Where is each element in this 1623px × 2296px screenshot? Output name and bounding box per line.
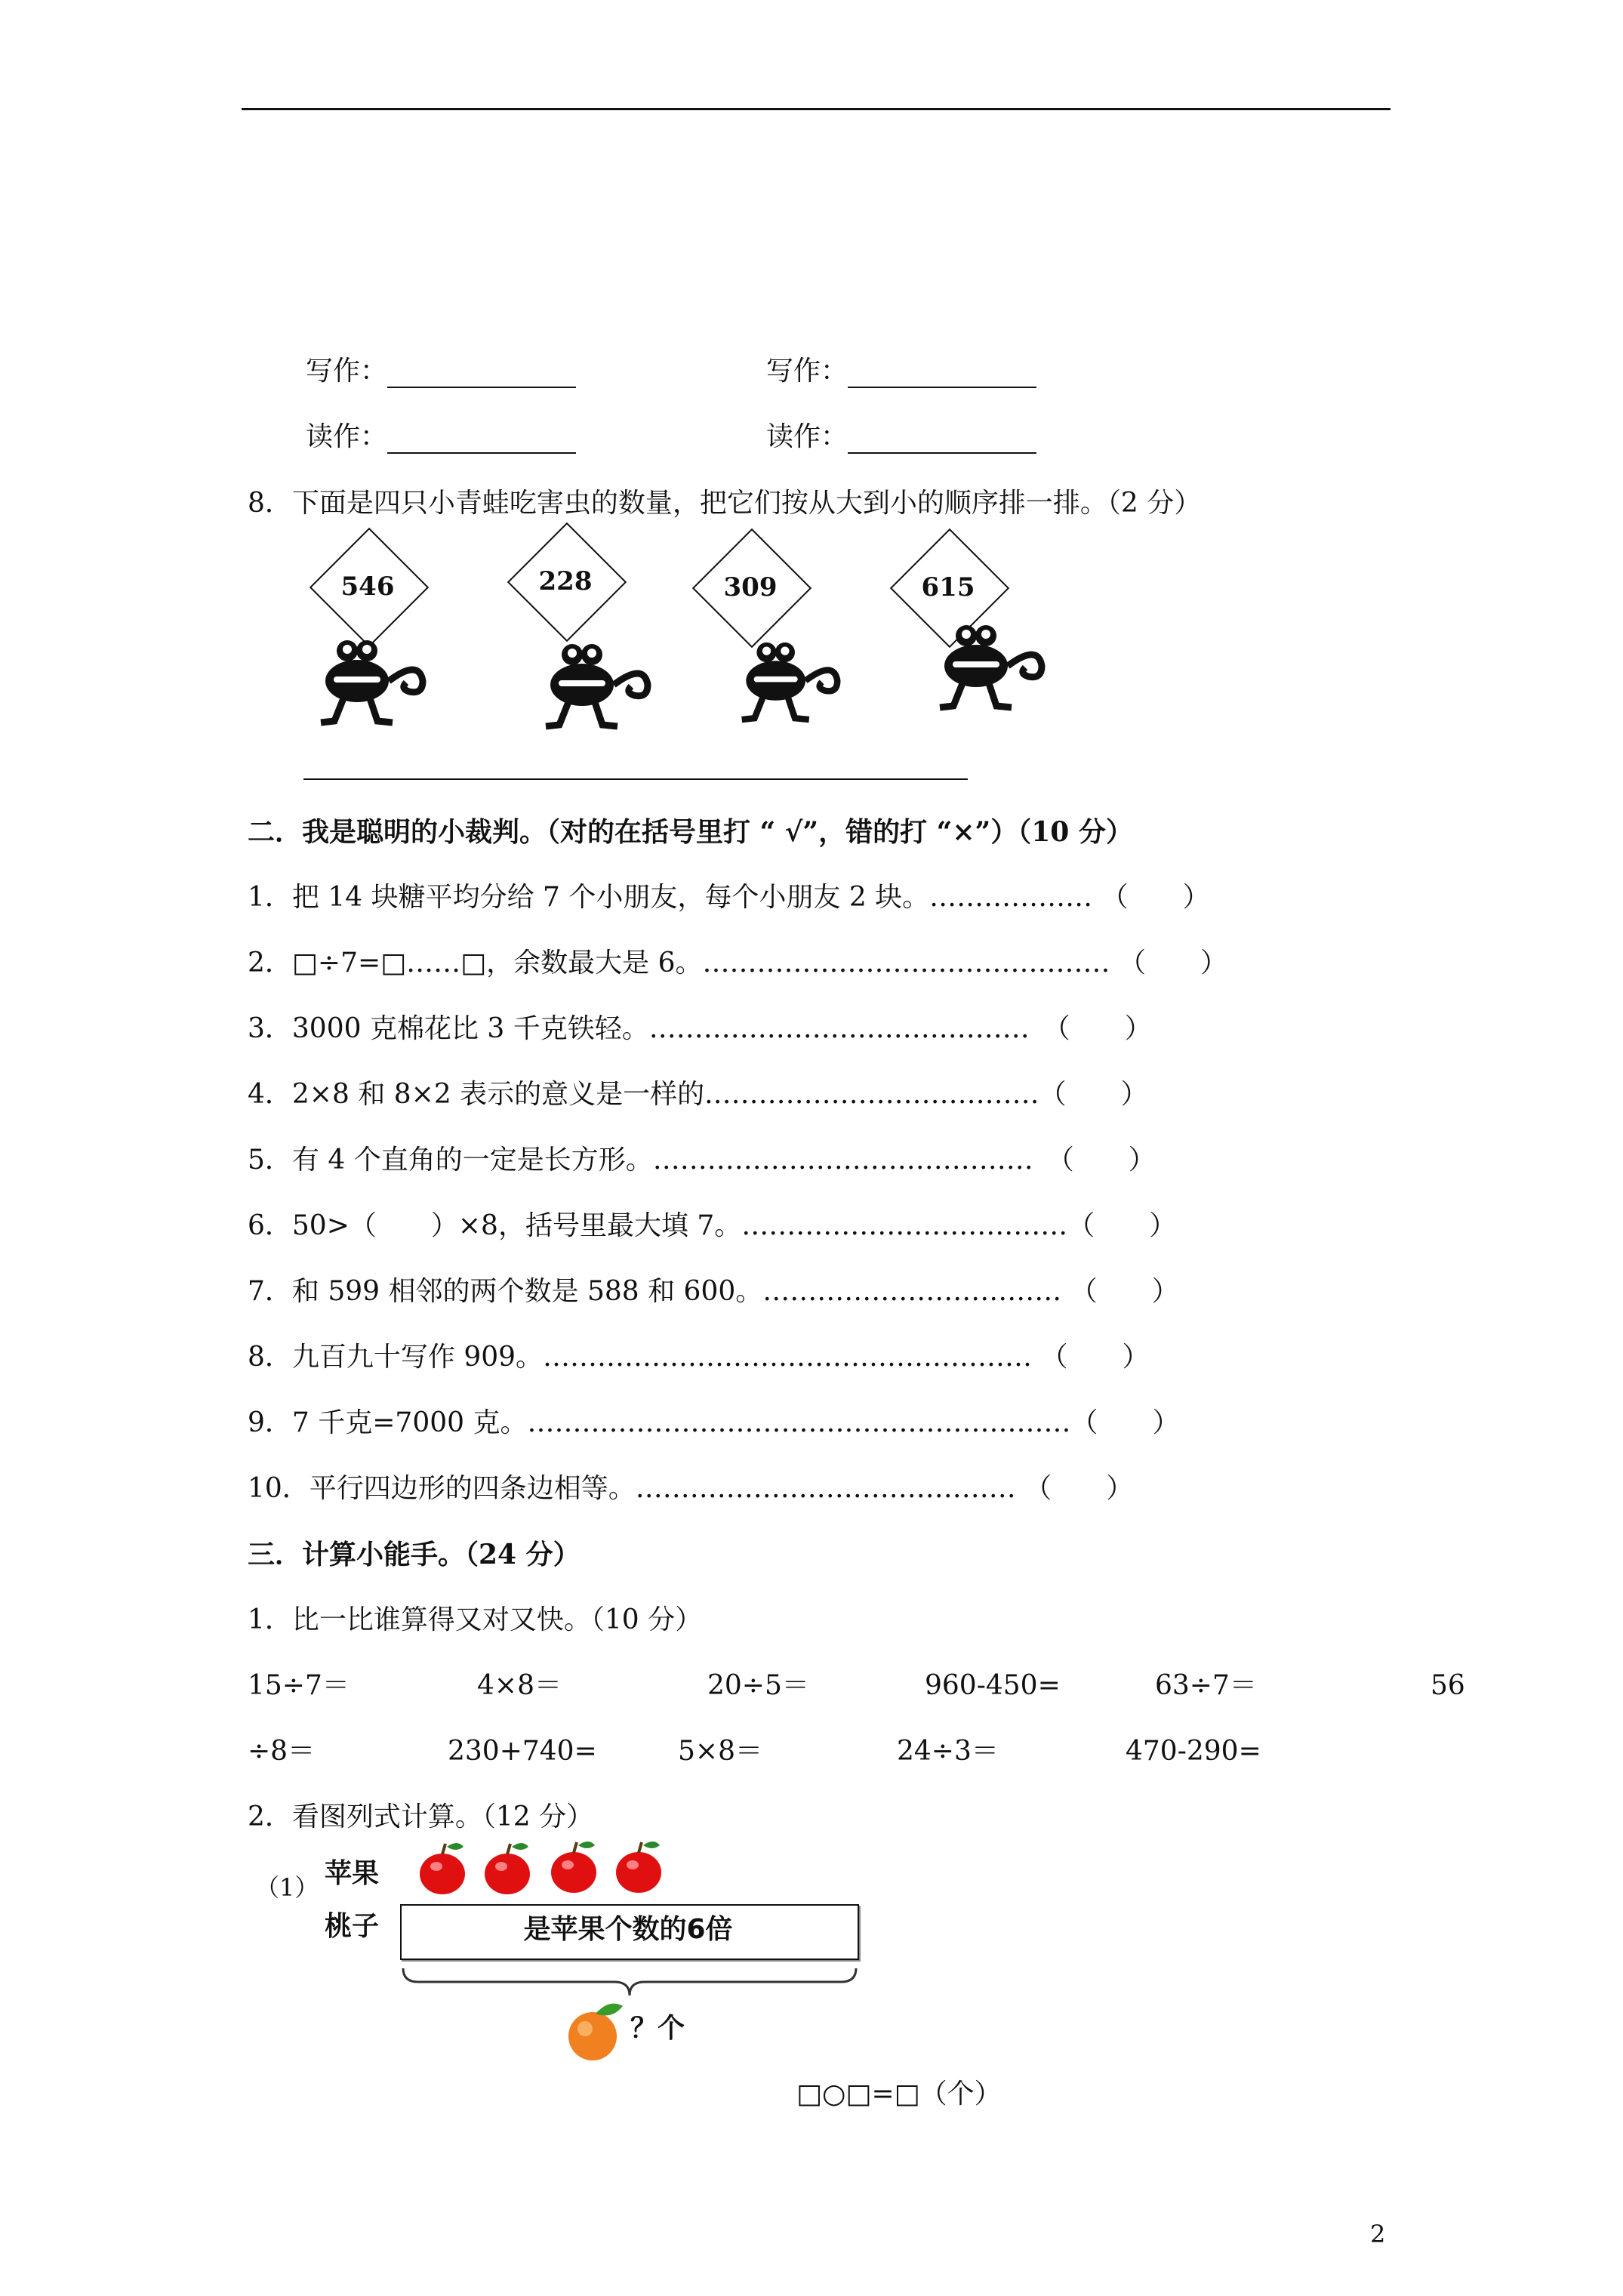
calc-item: 960-450=: [925, 1670, 1061, 1701]
frog-icon: [936, 619, 1057, 713]
calc-item: 230+740=: [448, 1736, 597, 1767]
judge-item: 3．3000 克棉花比 3 千克铁轻。…………………………………… （ ）: [248, 1013, 1152, 1044]
frog-icon: [317, 634, 438, 729]
apples-illustration: [414, 1836, 670, 1897]
section-2-title: 二．我是聪明的小裁判。（对的在括号里打 “ √”，错的打 “×”）（10 分）: [248, 816, 1133, 848]
calc-item: 5×8＝: [678, 1736, 762, 1767]
apple-icon: [420, 1843, 465, 1894]
judge-item: 9．7 千克=7000 克。……………………………………………………（ ）: [248, 1407, 1180, 1438]
section-3-title: 三．计算小能手。（24 分）: [248, 1539, 581, 1570]
sub-question-label: （1）: [255, 1873, 319, 1902]
judge-item: 8．九百九十写作 909。……………………………………………… （ ）: [248, 1342, 1150, 1373]
frog-number: 228: [538, 566, 593, 596]
calc-item: ÷8＝: [248, 1736, 316, 1767]
write-label-left: 写作：: [306, 355, 576, 388]
apple-label: 苹果: [325, 1858, 380, 1889]
question-count: ？个: [630, 2013, 685, 2044]
judge-item: 10．平行四边形的四条边相等。…………………………………… （ ）: [248, 1473, 1134, 1504]
calc-question-2: 2．看图列式计算。（12 分）: [248, 1801, 594, 1832]
judge-item: 2．□÷7=□……□，余数最大是 6。……………………………………… （ ）: [248, 948, 1227, 978]
calc-item: 24÷3＝: [897, 1736, 999, 1767]
apple-icon: [551, 1841, 596, 1893]
page-number: 2: [1370, 2220, 1386, 2248]
peach-box-text: 是苹果个数的6倍: [523, 1914, 733, 1945]
calc-item: 56: [1431, 1670, 1465, 1701]
calc-item: 15÷7＝: [248, 1670, 350, 1701]
calc-item: 4×8＝: [477, 1670, 562, 1701]
judge-item: 1．把 14 块糖平均分给 7 个小朋友，每个小朋友 2 块。……………… （ ）: [248, 882, 1210, 913]
calc-item: 63÷7＝: [1155, 1670, 1257, 1701]
read-label-left: 读作：: [306, 421, 576, 454]
frog-icon: [542, 638, 663, 732]
answer-line: [303, 778, 968, 780]
write-label-right: 写作：: [766, 355, 1036, 388]
read-label-right: 读作：: [766, 421, 1036, 454]
frog-icon: [738, 636, 852, 726]
frog-number: 309: [723, 572, 778, 603]
judge-item: 4．2×8 和 8×2 表示的意义是一样的.………………………………（ ）: [248, 1079, 1148, 1110]
calc-item: 470-290=: [1126, 1736, 1261, 1767]
peach-label: 桃子: [325, 1911, 380, 1942]
calc-question-1: 1．比一比谁算得又对又快。（10 分）: [248, 1604, 703, 1635]
frog-number: 546: [340, 572, 395, 602]
brace-icon: [400, 1967, 859, 2000]
question-8: 8．下面是四只小青蛙吃害虫的数量，把它们按从大到小的顺序排一排。（2 分）: [248, 488, 1202, 519]
answer-formula: □○□=□（个）: [796, 2079, 1002, 2110]
header-rule: [242, 108, 1390, 110]
judge-item: 7．和 599 相邻的两个数是 588 和 600。…………………………… （ ）: [248, 1276, 1179, 1307]
frog-number: 615: [921, 572, 975, 603]
peach-icon: [562, 1997, 630, 2065]
apple-icon: [616, 1841, 661, 1893]
calc-item: 20÷5＝: [707, 1670, 809, 1701]
judge-item: 6．50>（ ）×8，括号里最大填 7。………………………………（ ）: [248, 1210, 1177, 1241]
apple-icon: [485, 1843, 530, 1894]
judge-item: 5．有 4 个直角的一定是长方形。…………………………………… （ ）: [248, 1145, 1156, 1176]
